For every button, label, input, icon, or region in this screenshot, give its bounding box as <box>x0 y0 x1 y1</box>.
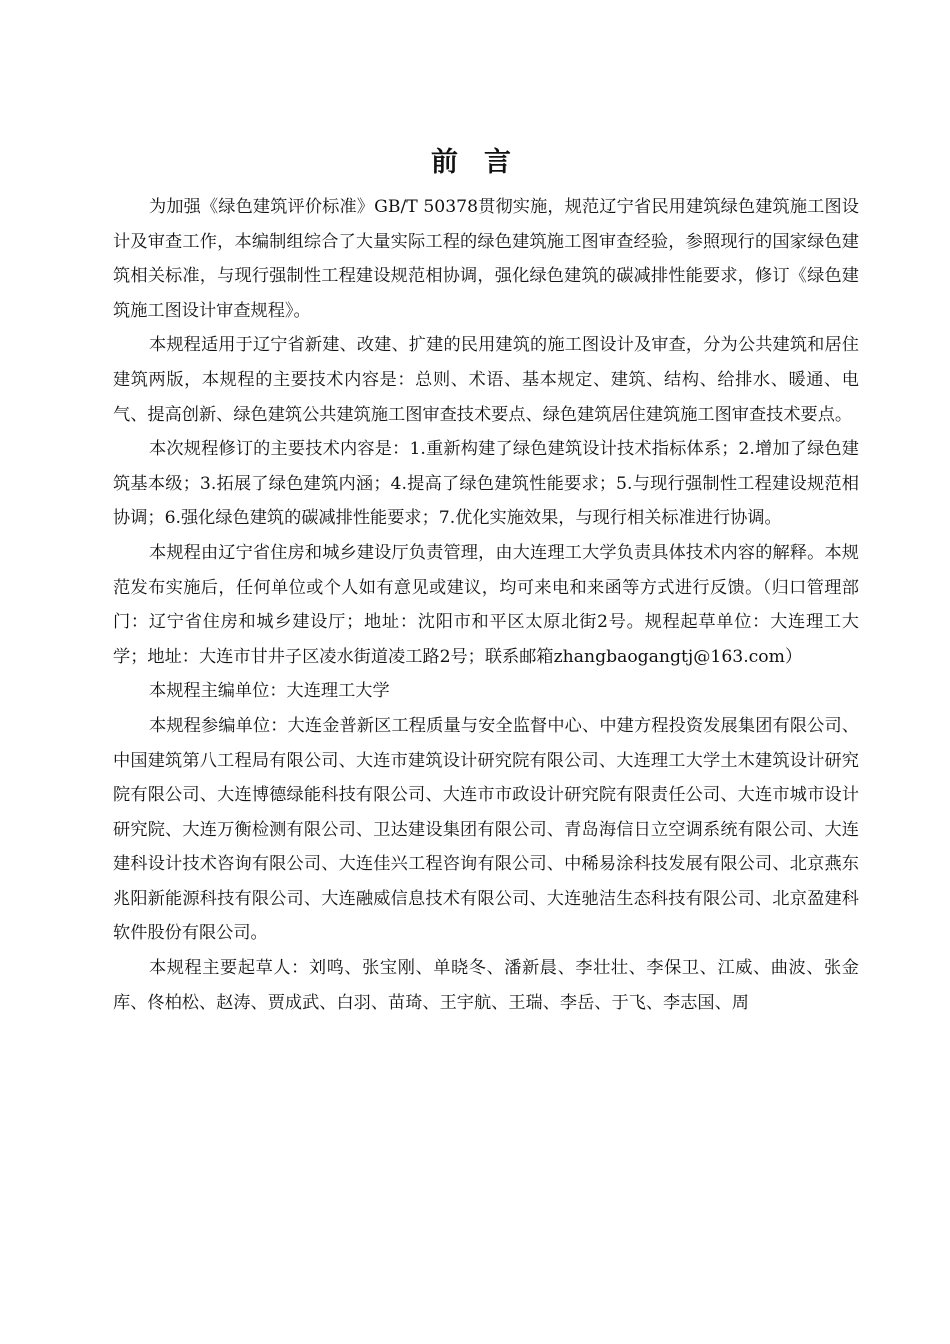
paragraph-participating-units: 本规程参编单位：大连金普新区工程质量与安全监督中心、中建方程投资发展集团有限公司、中国建筑第八工程局有限公司、大连市建筑设计研究院有限公司、大连理工大学土木建筑设计研究院有限公司、大连博德绿能科技有限公司、大连市市政设计研究院有限责任公司、大连市城市设计研究院、大连万衡检测有限公司、卫达建设集团有限公司、青岛海信日立空调系统有限公司、大连建科设计技术咨询有限公司、大连佳兴工程咨询有限公司、中稀易涂科技发展有限公司、北京燕东兆阳新能源科技有限公司、大连融威信息技术有限公司、大连驰洁生态科技有限公司、北京盈建科软件股份有限公司。 <box>113 715 859 944</box>
page-title: 前言 <box>431 147 537 178</box>
paragraph-drafters: 本规程主要起草人：刘鸣、张宝刚、单晓冬、潘新晨、李壮壮、李保卫、江威、曲波、张金库、佟柏松、赵涛、贾成武、白羽、苗琦、王宇航、王瑞、李岳、于飞、李志国、周 <box>113 958 859 1013</box>
paragraph-purpose: 为加强《绿色建筑评价标准》GB/T 50378贯彻实施，规范辽宁省民用建筑绿色建筑施工图设计及审查工作，本编制组综合了大量实际工程的绿色建筑施工图审查经验，参照现行的国家绿色建筑相关标准，与现行强制性工程建设规范相协调，强化绿色建筑的碳减排性能要求，修订《绿色建筑施工图设计审查规程》。 <box>113 197 859 321</box>
document-body <box>113 190 859 1020</box>
paragraph-revision-content: 本次规程修订的主要技术内容是：1.重新构建了绿色建筑设计技术指标体系；2.增加了绿色建筑基本级；3.拓展了绿色建筑内涵；4.提高了绿色建筑性能要求；5.与现行强制性工程建设规范相协调；6.强化绿色建筑的碳减排性能要求；7.优化实施效果，与现行相关标准进行协调。 <box>113 439 859 529</box>
paragraph-chief-editor: 本规程主编单位：大连理工大学 <box>149 681 390 702</box>
paragraph-management: 本规程由辽宁省住房和城乡建设厅负责管理，由大连理工大学负责具体技术内容的解释。本规范发布实施后，任何单位或个人如有意见或建议，均可来电和来函等方式进行反馈。（归口管理部门：辽宁省住房和城乡建设厅；地址：沈阳市和平区太原北街2号。规程起草单位：大连理工大学；地址：大连市甘井子区凌水街道凌工路2号；联系邮箱zhangbaogangtj@163.com） <box>113 542 859 667</box>
paragraph-scope: 本规程适用于辽宁省新建、改建、扩建的民用建筑的施工图设计及审查，分为公共建筑和居住建筑两版，本规程的主要技术内容是：总则、术语、基本规定、建筑、结构、给排水、暖通、电气、提高创新、绿色建筑公共建筑施工图审查技术要点、绿色建筑居住建筑施工图审查技术要点。 <box>113 335 859 425</box>
